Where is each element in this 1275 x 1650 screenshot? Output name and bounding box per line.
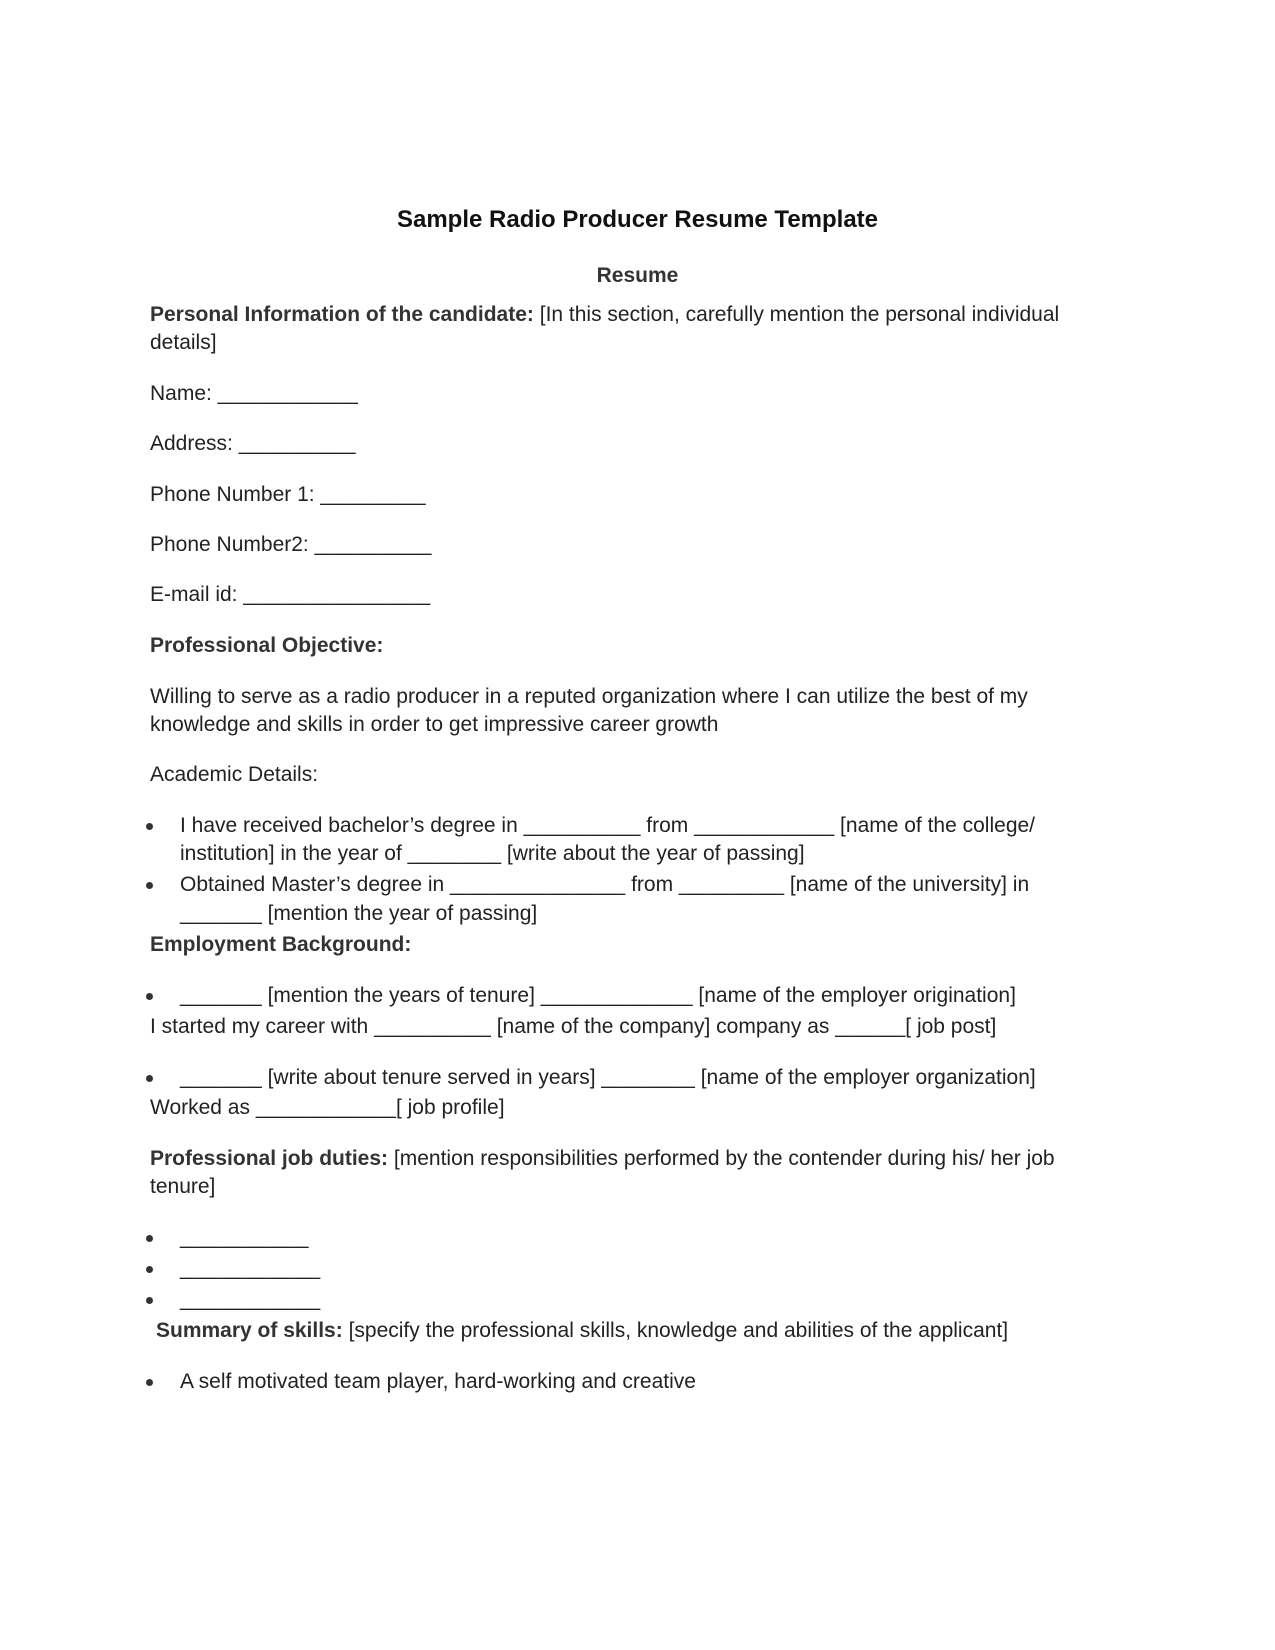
academic-item-1-line-1: I have received bachelor’s degree in __________ from ____________ [name of the college/ — [180, 814, 1036, 837]
bullet-dot — [146, 1379, 153, 1386]
employment-text-1: I started my career with __________ [name of the company] company as ______[ job post] — [150, 1015, 997, 1038]
bullet-dot — [146, 823, 153, 830]
bullet-dot — [146, 1266, 153, 1273]
academic-item-2-line-2: _______ [mention the year of passing] — [180, 902, 538, 925]
duty-item-1: ___________ — [180, 1226, 309, 1249]
bullet-dot — [146, 882, 153, 889]
bullet-dot — [146, 993, 153, 1000]
duty-item-3: ____________ — [180, 1288, 321, 1311]
objective-line-2: knowledge and skills in order to get impressive career growth — [150, 713, 719, 736]
bullet-dot — [146, 1235, 153, 1242]
employment-heading-text: Employment Background: — [150, 933, 412, 956]
academic-item-1-line-2: institution] in the year of ________ [write about the year of passing] — [180, 842, 805, 865]
email-field: E-mail id: ________________ — [150, 583, 431, 606]
duties-heading: Professional job duties: — [150, 1147, 389, 1170]
personal-info-text: [In this section, carefully mention the personal individual — [539, 303, 1060, 326]
bullet-dot — [146, 1075, 153, 1082]
page-subtitle: Resume — [596, 264, 679, 287]
skills-heading: Summary of skills: — [156, 1319, 343, 1342]
skill-item-1: A self motivated team player, hard-working and creative — [180, 1370, 696, 1393]
bullet-dot — [146, 1297, 153, 1304]
duties-text: [mention responsibilities performed by the contender during his/ her job — [393, 1147, 1055, 1170]
academic-heading: Academic Details: — [150, 763, 319, 786]
duty-item-2: ____________ — [180, 1257, 321, 1280]
phone-2-field: Phone Number2: __________ — [150, 533, 432, 556]
objective-line-1: Willing to serve as a radio producer in a reputed organization where I can utilize the best of my — [150, 685, 1028, 708]
employment-item-2: _______ [write about tenure served in years] ________ [name of the employer organization] — [180, 1066, 1036, 1089]
skills-text: [specify the professional skills, knowledge and abilities of the applicant] — [348, 1319, 1009, 1342]
employment-text-2: Worked as ____________[ job profile] — [150, 1096, 505, 1119]
personal-info-line-1 — [150, 301, 1059, 329]
duties-line-1 — [150, 1145, 1055, 1173]
objective-heading-text: Professional Objective: — [150, 634, 384, 657]
address-field: Address: __________ — [150, 432, 356, 455]
duties-line-2: tenure] — [150, 1175, 216, 1198]
skills-line — [156, 1317, 1008, 1345]
employment-item-1: _______ [mention the years of tenure] _____________ [name of the employer origination] — [180, 984, 1016, 1007]
page-title: Sample Radio Producer Resume Template — [396, 206, 879, 233]
phone-1-field: Phone Number 1: _________ — [150, 483, 426, 506]
personal-info-line-2: details] — [150, 331, 217, 354]
employment-heading — [150, 931, 411, 959]
academic-item-2-line-1: Obtained Master’s degree in _______________ from _________ [name of the university] in — [180, 873, 1030, 896]
objective-heading — [150, 632, 383, 660]
personal-info-heading: Personal Information of the candidate: — [150, 303, 534, 326]
name-field: Name: ____________ — [150, 382, 358, 405]
